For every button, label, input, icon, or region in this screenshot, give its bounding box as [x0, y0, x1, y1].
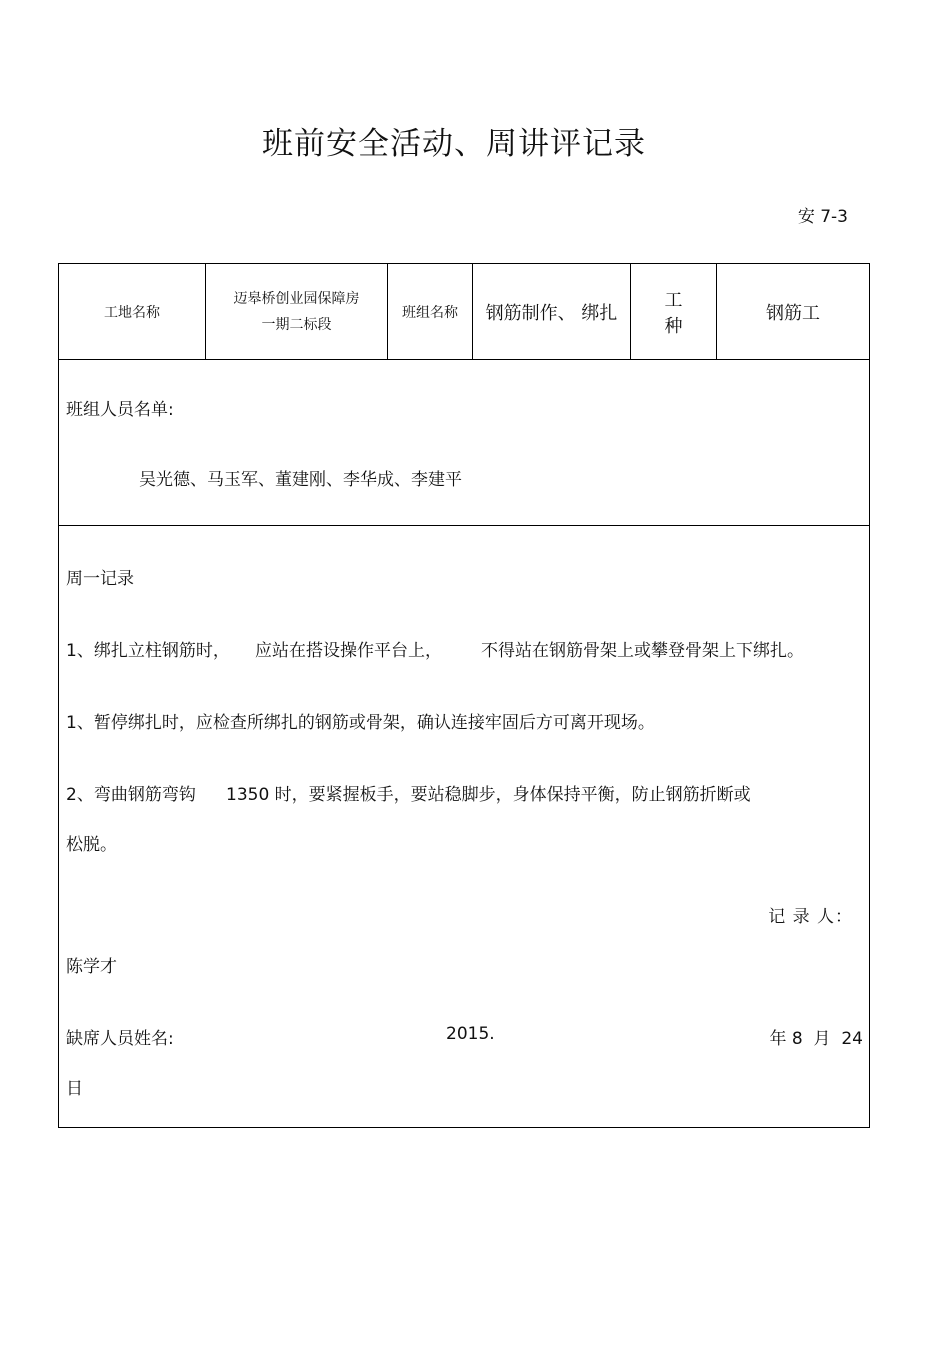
date-month-day: 年 8 月 24: [769, 1029, 863, 1049]
trade-value: 钢筋工: [766, 302, 820, 324]
page-title: 班前安全活动、周讲评记录: [262, 126, 646, 162]
members-label: 班组人员名单:: [66, 400, 174, 420]
record-item3-part3: 松脱。: [66, 835, 117, 855]
recorder-label: 记 录 人：: [768, 907, 853, 927]
team-label: 班组名称: [388, 264, 473, 359]
site-value-line2: 一期二标段: [261, 316, 332, 333]
date-day-suffix: 日: [66, 1079, 83, 1099]
members-names: 吴光德、马玉军、董建刚、李华成、李建平: [139, 470, 462, 490]
record-heading: 周一记录: [66, 569, 134, 589]
trade-label: 工 种: [631, 264, 717, 359]
absent-label: 缺席人员姓名:: [66, 1029, 174, 1049]
record-item1-part3: 不得站在钢筋骨架上或攀登骨架上下绑扎。: [481, 641, 804, 661]
site-label: 工地名称: [59, 264, 206, 359]
record-form: [58, 263, 870, 1128]
recorder-name: 陈学才: [66, 957, 117, 977]
record-item3-part1: 2、弯曲钢筋弯钩: [66, 785, 196, 805]
form-code: 安 7-3: [797, 207, 848, 227]
record-item1-part1: 1、绑扎立柱钢筋时，: [66, 641, 230, 661]
date-year: 2015.: [446, 1024, 495, 1044]
site-value: [206, 264, 388, 359]
record-item2: 1、暂停绑扎时，应检查所绑扎的钢筋或骨架，确认连接牢固后方可离开现场。: [66, 713, 655, 733]
weekly-record-section: [59, 526, 869, 1126]
record-item3-part2: 1350 时，要紧握板手，要站稳脚步，身体保持平衡，防止钢筋折断或: [226, 785, 751, 805]
team-value: 钢筋制作、 绑扎: [473, 264, 631, 359]
header-row: [59, 264, 869, 360]
record-item1-part2: 应站在搭设操作平台上，: [255, 641, 442, 661]
members-section: [59, 359, 869, 526]
site-value-line1: 迈皋桥创业园保障房: [233, 290, 360, 307]
